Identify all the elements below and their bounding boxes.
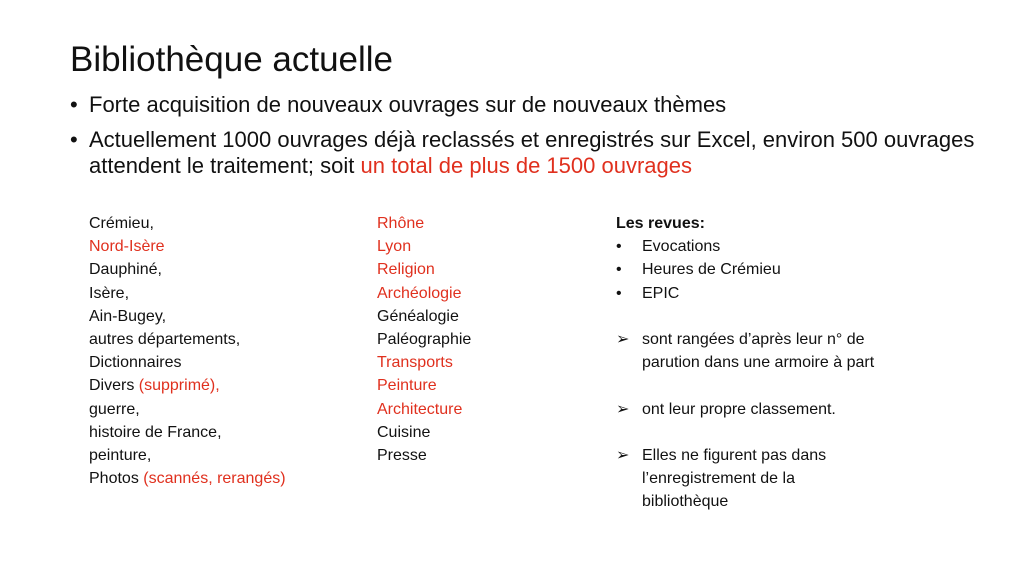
theme-lyon: Lyon bbox=[377, 238, 412, 256]
theme-ain-bugey: Ain-Bugey, bbox=[89, 307, 167, 325]
revue-note bbox=[616, 328, 874, 374]
revue-item bbox=[616, 235, 874, 258]
note-line: bibliothèque bbox=[642, 493, 729, 511]
note-line: sont rangées d’après leur n° de bbox=[642, 331, 865, 348]
theme-guerre: guerre, bbox=[89, 400, 140, 418]
revue-note bbox=[616, 398, 874, 421]
theme-histoire-de-france: histoire de France, bbox=[89, 423, 222, 441]
theme-paleographie: Paléographie bbox=[377, 331, 472, 349]
bullet-item-inventory bbox=[70, 127, 1000, 179]
theme-peinture-2: Peinture bbox=[377, 377, 437, 395]
theme-photos-label: Photos bbox=[89, 470, 144, 488]
arrow-bullet-icon: ➢ bbox=[616, 400, 630, 418]
theme-rhone: Rhône bbox=[377, 215, 425, 232]
theme-isere: Isère, bbox=[89, 284, 130, 302]
theme-transports: Transports bbox=[377, 354, 453, 372]
main-bullet-list bbox=[70, 92, 1000, 179]
theme-photos-note: (scannés, rerangés) bbox=[143, 470, 286, 488]
themes-column-1 bbox=[89, 212, 286, 490]
slide-title: Bibliothèque actuelle bbox=[70, 40, 394, 79]
note-line: parution dans une armoire à part bbox=[642, 354, 875, 372]
revues-column bbox=[616, 212, 874, 514]
bullet-text: Forte acquisition de nouveaux ouvrages sur de nouveaux thèmes bbox=[89, 92, 727, 117]
theme-architecture: Architecture bbox=[377, 400, 463, 418]
theme-genealogie: Généalogie bbox=[377, 307, 459, 325]
bullet-highlight-total: un total de plus de 1500 ouvrages bbox=[360, 153, 692, 178]
note-line: Elles ne figurent pas dans bbox=[642, 446, 827, 464]
revue-label: Evocations bbox=[642, 238, 721, 256]
theme-archeologie: Archéologie bbox=[377, 284, 462, 302]
revue-item bbox=[616, 258, 874, 281]
revue-item bbox=[616, 282, 874, 305]
spacer bbox=[616, 374, 874, 397]
revue-note bbox=[616, 444, 874, 514]
theme-photos bbox=[89, 467, 286, 490]
bullet-text: Actuellement 1000 ouvrages déjà reclassés et enregistrés sur Excel, environ 500 ouvrages attendent le traitement; soit bbox=[89, 127, 975, 178]
revue-label: Heures de Crémieu bbox=[642, 261, 781, 279]
theme-peinture: peinture, bbox=[89, 447, 152, 465]
note-line: l’enregistrement de la bbox=[642, 470, 795, 488]
arrow-bullet-icon: ➢ bbox=[616, 331, 630, 348]
theme-divers-label: Divers bbox=[89, 377, 139, 395]
themes-column-2 bbox=[377, 212, 471, 467]
note-line: ont leur propre classement. bbox=[642, 400, 836, 418]
revue-label: EPIC bbox=[642, 284, 680, 302]
bullet-dot-icon: • bbox=[616, 261, 622, 279]
bullet-dot-icon: • bbox=[616, 238, 622, 256]
spacer bbox=[616, 421, 874, 444]
theme-autres-departements: autres départements, bbox=[89, 331, 241, 349]
theme-religion: Religion bbox=[377, 261, 435, 279]
theme-dictionnaires: Dictionnaires bbox=[89, 354, 182, 372]
theme-nord-isere: Nord-Isère bbox=[89, 238, 165, 256]
revues-heading: Les revues: bbox=[616, 215, 705, 232]
arrow-bullet-icon: ➢ bbox=[616, 446, 630, 464]
theme-dauphine: Dauphiné, bbox=[89, 261, 162, 279]
bullet-dot-icon: • bbox=[616, 284, 622, 302]
theme-cremieu: Crémieu, bbox=[89, 215, 154, 232]
theme-divers-note: (supprimé), bbox=[138, 377, 220, 395]
theme-cuisine: Cuisine bbox=[377, 423, 431, 441]
spacer bbox=[616, 305, 874, 328]
theme-divers bbox=[89, 374, 286, 397]
theme-presse: Presse bbox=[377, 447, 427, 465]
bullet-item-acquisition bbox=[70, 92, 1000, 118]
